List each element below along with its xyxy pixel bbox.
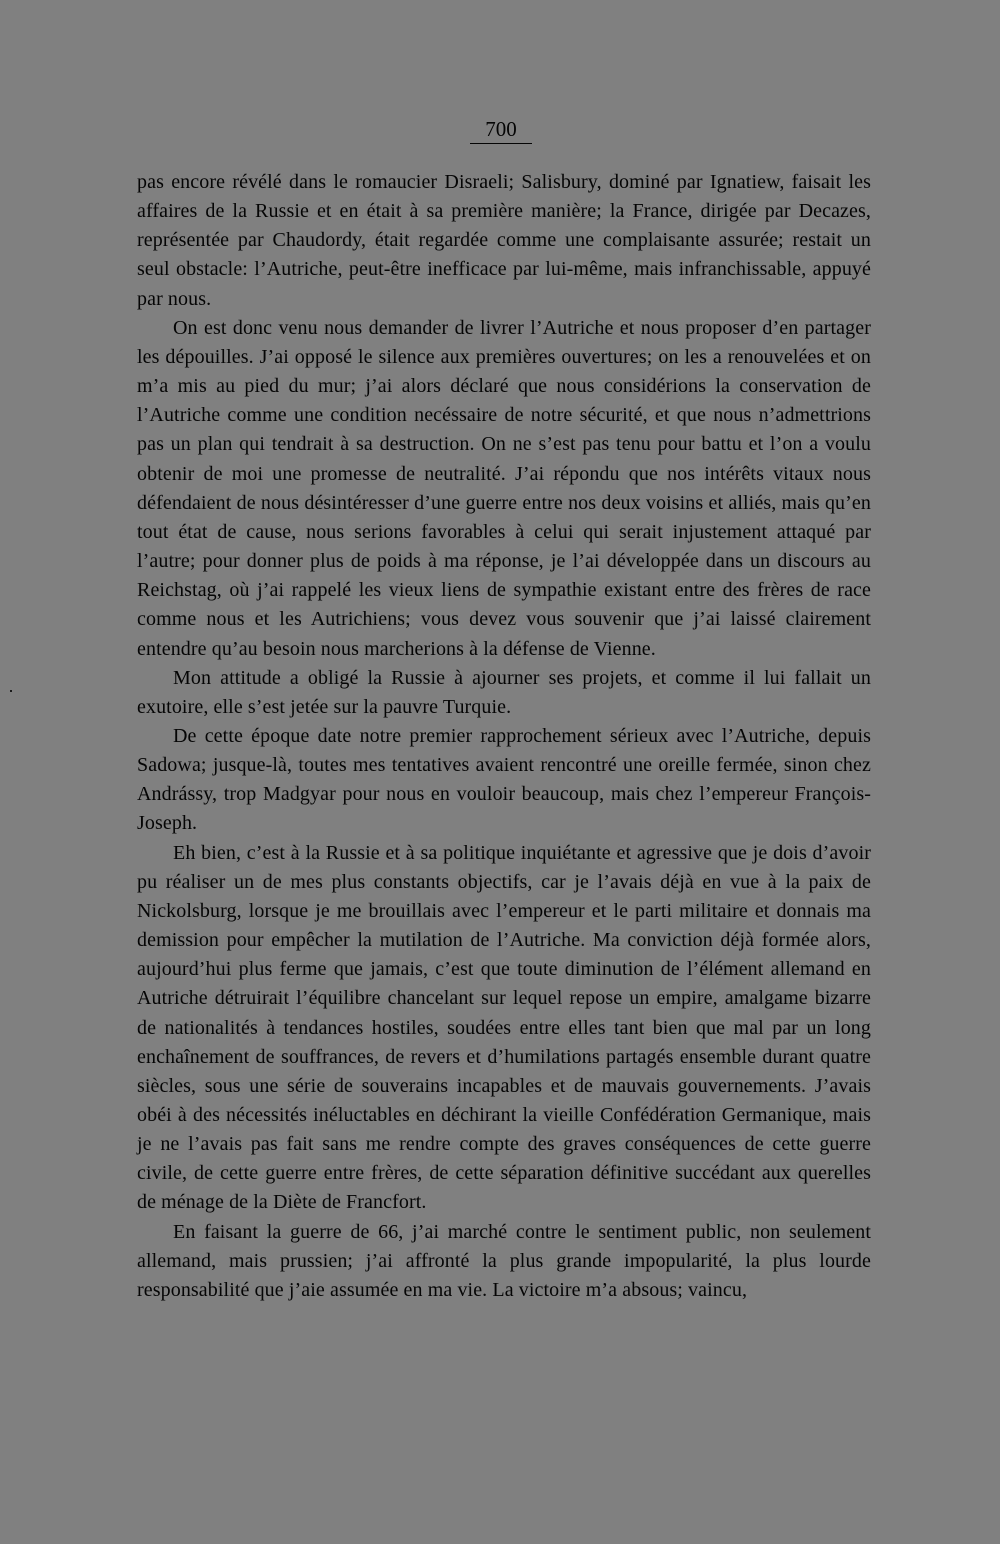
page-number-rule	[470, 143, 532, 144]
page-number: 700	[485, 117, 517, 141]
paragraph-6: En faisant la guerre de 66, j’ai marché contre le sentiment public, non seulement allemand, mais prussien; j’ai affronté la plus grande impopularité, la plus lourde responsabilité que j’aie assumée en ma vie. La victoire m’a absous; vaincu,	[137, 1220, 871, 1301]
margin-speck	[10, 690, 12, 692]
paragraph-5: Eh bien, c’est à la Russie et à sa politique inquiétante et agressive que je dois d’avoir pu réaliser un de mes plus constants objectifs, car je l’avais déjà en vue à la paix de Nickolsburg, lorsque je me brouillais avec l’empereur et le parti militaire et donnais ma demission pour empêcher la mutilation de l’Autriche. Ma conviction déjà formée alors, aujourd’hui plus ferme que jamais, c’est que toute diminution de l’élément allemand en Autriche détruirait l’équilibre chancelant sur lequel repose un empire, amalgame bizarre de nationalités à tendances hostiles, soudées entre elles tant bien que mal par un long enchaînement de souffrances, de revers et d’humilations partagés ensemble durant quatre siècles, sous une série de souverains incapables et de mauvais gouvernements. J’avais obéi à des nécessités inéluctables en déchirant la vieille Confédération Germanique, mais je ne l’avais pas fait sans me rendre compte des graves conséquences de cette guerre civile, de cette guerre entre frères, de cette séparation définitive succédant aux querelles de ménage de la Diète de Francfort.	[137, 841, 871, 1214]
paragraph-1: pas encore révélé dans le romaucier Disraeli; Salisbury, dominé par Ignatiew, faisait les affaires de la Russie et en était à sa première manière; la France, dirigée par Decazes, représentée par Chaudordy, était regardée comme une complaisante assurée; restait un seul obstacle: l’Autriche, peut-être inefficace par lui-même, mais infranchissable, appuyé par nous.	[137, 171, 871, 310]
paragraph-2: On est donc venu nous demander de livrer l’Autriche et nous proposer d’en partager les dépouilles. J’ai opposé le silence aux premières ouvertures; on les a renouvelées et on m’a mis au pied du mur; j’ai alors déclaré que nous considérions la conservation de l’Autriche comme une condition necéssaire de notre sécurité, et que nous n’admettrions pas un plan qui tendrait à sa destruction. On ne s’est pas tenu pour battu et l’on a voulu obtenir de moi une promesse de neutralité. J’ai répondu que nos intérêts vitaux nous défendaient de nous désintéresser d’une guerre entre nos deux voisins et alliés, mais qu’en tout état de cause, nous serions favorables à celui qui serait injustement attaqué par l’autre; pour donner plus de poids à ma réponse, je l’ai développée dans un discours au Reichstag, où j’ai rappelé les vieux liens de sympathie existant entre des frères de race comme nous et les Autrichiens; vous devez vous souvenir que j’ai laissé clairement entendre qu’au besoin nous marcherions à la défense de Vienne.	[137, 316, 871, 660]
paragraph-3: Mon attitude a obligé la Russie à ajourner ses projets, et comme il lui fallait un exutoire, elle s’est jetée sur la pauvre Turquie.	[137, 666, 871, 718]
paragraph-4: De cette époque date notre premier rapprochement sérieux avec l’Autriche, depuis Sadowa; jusque-là, toutes mes tentatives avaient rencontré une oreille fermée, sinon chez Andrássy, trop Madgyar pour nous en vouloir beaucoup, mais chez l’empereur François-Joseph.	[137, 724, 871, 835]
body-text	[137, 168, 871, 1305]
